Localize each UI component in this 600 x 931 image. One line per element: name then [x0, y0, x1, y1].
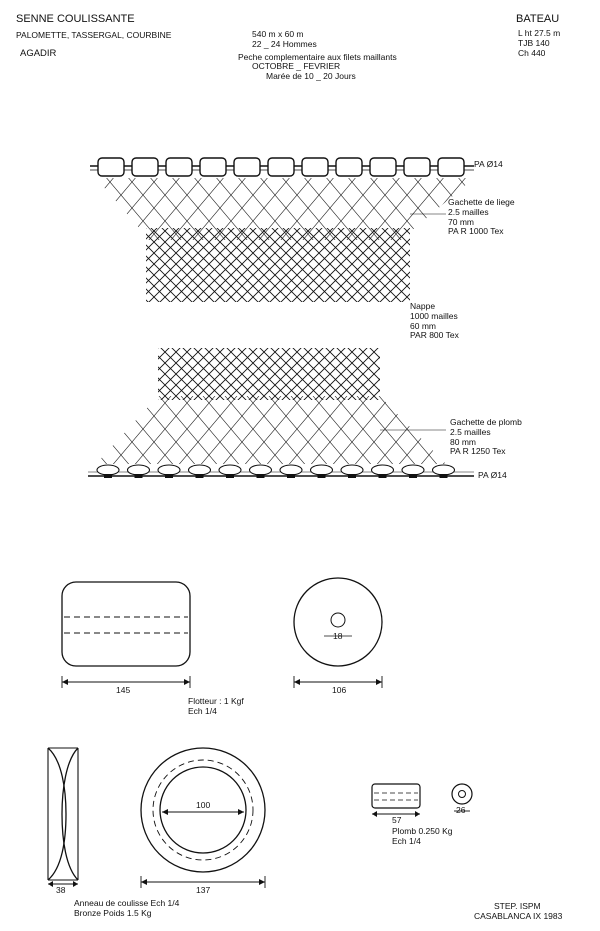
- lead-weight: [280, 465, 302, 475]
- species: PALOMETTE, TASSERGAL, COURBINE: [16, 30, 172, 40]
- lead-weight: [189, 465, 211, 475]
- float: [166, 158, 192, 176]
- float-end-view: [294, 578, 382, 666]
- fishing-note: Peche complementaire aux filets maillants: [238, 52, 397, 62]
- float-hole-value: 18: [333, 631, 343, 641]
- lead-caption: Plomb 0.250 Kg Ech 1/4: [392, 826, 453, 847]
- lead-end-view: [452, 784, 472, 804]
- title: SENNE COULISSANTE: [16, 13, 135, 25]
- float-row: [98, 158, 464, 176]
- boat-title: BATEAU: [516, 13, 560, 25]
- trip: Marée de 10 _ 20 Jours: [266, 71, 356, 81]
- lead-clip: [348, 474, 356, 478]
- lead-clip: [318, 474, 326, 478]
- lead-clip: [104, 474, 112, 478]
- lead-weight: [372, 465, 394, 475]
- ring-side-view: [48, 748, 66, 880]
- lead-weight: [158, 465, 180, 475]
- lead-clip: [226, 474, 234, 478]
- lead-clip: [257, 474, 265, 478]
- ring-inner-value: 100: [196, 800, 211, 810]
- net-body-upper: [146, 228, 410, 302]
- float-width-value: 145: [116, 685, 131, 695]
- float: [438, 158, 464, 176]
- lead-weight: [128, 465, 150, 475]
- net-dimensions: 540 m x 60 m: [252, 29, 304, 39]
- lead-clip: [440, 474, 448, 478]
- float: [404, 158, 430, 176]
- footrope-label: PA Ø14: [478, 470, 507, 480]
- port: AGADIR: [20, 48, 57, 59]
- season: OCTOBRE _ FEVRIER: [252, 61, 341, 71]
- float: [200, 158, 226, 176]
- footer-place-date: CASABLANCA IX 1983: [474, 911, 563, 921]
- float-diameter-value: 106: [332, 685, 347, 695]
- float: [336, 158, 362, 176]
- lead-clip: [135, 474, 143, 478]
- lead-weight: [97, 465, 119, 475]
- headrope-label: PA Ø14: [474, 159, 503, 169]
- lead-length-value: 57: [392, 815, 402, 825]
- float: [234, 158, 260, 176]
- net-body-label: Nappe 1000 mailles 60 mm PAR 800 Tex: [410, 301, 459, 341]
- lead-clip: [379, 474, 387, 478]
- lead-weight: [433, 465, 455, 475]
- ring-outer-value: 137: [196, 885, 211, 895]
- boat-length: L ht 27.5 m: [518, 28, 561, 38]
- lead-clip: [409, 474, 417, 478]
- lead-selvedge-label: Gachette de plomb 2.5 mailles 80 mm PA R 1250 Tex: [450, 417, 522, 457]
- lead-side-view: [372, 784, 420, 808]
- lead-clip: [287, 474, 295, 478]
- lead-clip: [165, 474, 173, 478]
- lead-weight: [250, 465, 272, 475]
- lead-weight: [341, 465, 363, 475]
- float: [268, 158, 294, 176]
- float: [302, 158, 328, 176]
- lead-weight: [219, 465, 241, 475]
- lead-weight: [311, 465, 333, 475]
- footer-org: STEP. ISPM: [494, 901, 541, 911]
- float: [132, 158, 158, 176]
- float-caption: Flotteur : 1 Kgf Ech 1/4: [188, 696, 244, 717]
- boat-power: Ch 440: [518, 48, 546, 58]
- boat-tonnage: TJB 140: [518, 38, 550, 48]
- lead-diameter-value: 26: [456, 805, 466, 815]
- float: [98, 158, 124, 176]
- crew: 22 _ 24 Hommes: [252, 39, 317, 49]
- float-selvedge-label: Gachette de liege 2.5 mailles 70 mm PA R 1000 Tex: [448, 197, 515, 237]
- ring-thickness-value: 38: [56, 885, 66, 895]
- float-side-view: [62, 582, 190, 666]
- net-body-lower: [158, 348, 380, 400]
- float: [370, 158, 396, 176]
- lead-clip: [196, 474, 204, 478]
- ring-caption: Anneau de coulisse Ech 1/4 Bronze Poids 1.5 Kg: [74, 898, 180, 919]
- lead-weight: [402, 465, 424, 475]
